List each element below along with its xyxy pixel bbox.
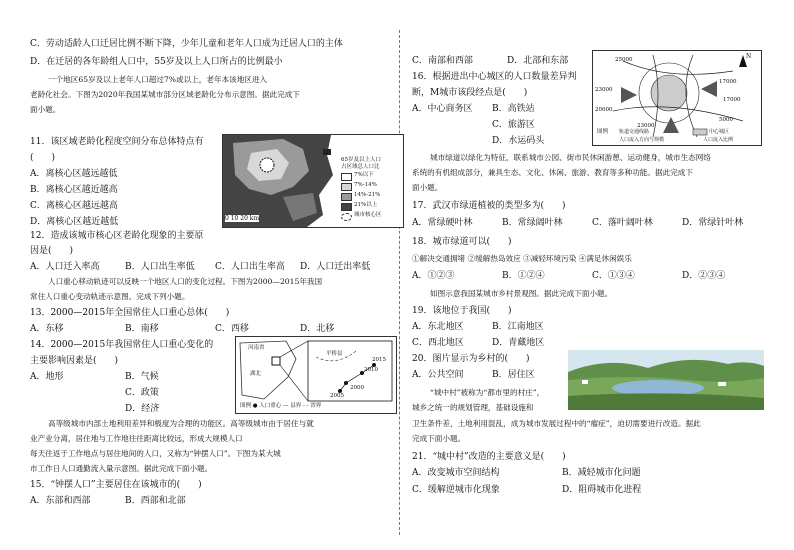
question-12-cont: 因是( ): [30, 246, 74, 256]
flow-value: 17000: [719, 79, 737, 85]
q16-option-a: A．中心商务区: [412, 104, 473, 114]
flow-value: 17000: [723, 97, 741, 103]
q12-option-d: D．人口迁出率低: [300, 262, 371, 272]
map-scale: 0 10 20 km: [225, 215, 260, 222]
passage-line: 人口重心移动轨迹可以反映一个地区人口的变化过程。下图为2000—2015年我国: [48, 277, 323, 286]
legend-title: 占区域总人口比: [341, 164, 380, 170]
commuter-map: [592, 50, 762, 146]
q16-option-c: C．旅游区: [492, 120, 535, 130]
landscape-svg: [568, 350, 764, 410]
question-13: 13．2000—2015年全国常住人口重心总体( ): [30, 308, 230, 318]
q17-option-b: B．常绿阔叶林: [502, 218, 563, 228]
legend-swatch: [341, 193, 352, 201]
q11-option-b: B．离核心区越近越高: [30, 185, 118, 195]
passage-line: 系统的有机组成部分，兼具生态、文化、休闲、旅游、教育等多种功能。据此完成下: [412, 168, 693, 177]
q19-option-d: D．青藏地区: [492, 338, 545, 348]
year-label: 2015: [372, 357, 386, 363]
q13-option-d: D．北移: [300, 324, 335, 334]
legend-title: 图例: [597, 129, 609, 135]
q17-option-d: D．常绿针叶林: [682, 218, 744, 228]
legend-swatch: [341, 173, 352, 181]
question-21: 21．“城中村”改造的主要意义是( ): [412, 452, 566, 462]
passage-line: “城中村”被称为“都市里的村庄”，: [430, 388, 545, 397]
passage-line: 老龄化社会。下图为2020年我国某城市部分区域老龄化分布示意图。据此完成下: [30, 90, 300, 99]
flow-value: 23000: [595, 87, 613, 93]
legend-title: 65岁及以上人口: [341, 157, 381, 163]
passage-line: 常住人口重心变动轨迹示意图。完成下列小题。: [30, 292, 190, 301]
legend-label: 城市核心区: [354, 212, 382, 218]
passage-line: 城乡之统一的规划管理，基础设施和: [412, 403, 534, 412]
question-17: 17．武汉市绿道植被的类型多为( ): [412, 201, 566, 211]
q14-option-c: C．政策: [125, 388, 159, 398]
question-12: 12．造成该城市核心区老龄化现象的主要原: [30, 231, 204, 241]
map-legend: 图例 ● 人口重心 — 县界 - - 省界: [240, 403, 322, 409]
population-center-map: [235, 336, 397, 414]
q13-option-a: A．东移: [30, 324, 64, 334]
passage-line: 一个地区65岁及以上老年人口超过7%或以上，老年本该地区进入: [48, 75, 268, 84]
aging-map-figure: [222, 134, 404, 228]
legend-label: 中心城区: [709, 129, 730, 135]
q10-option-d: D．在迁居的各年龄组人口中，55岁及以上人口所占的比例最小: [30, 57, 283, 67]
question-14: 14．2000—2015年我国常住人口重心变化的: [30, 340, 214, 350]
passage-line: 城市绿道以绿化为特征，联系城市公园、街市民休闲游憩、运动健身，城市生态网络: [430, 153, 711, 162]
q19-option-a: A．东北地区: [412, 322, 464, 332]
passage-line: 面小题。: [412, 183, 443, 192]
passage-line: 业产业分离，居住地与工作地往往距离比较远，形成大规模人口: [30, 434, 243, 443]
q21-option-b: B．减轻城市化问题: [562, 468, 641, 478]
passage-line: 每天往返于工作地点与居住地间的人口，又称为“钟摆人口”。下图为某大城: [30, 449, 281, 458]
q15-option-b: B．西部和北部: [125, 496, 186, 506]
flow-value: 25000: [615, 57, 633, 63]
passage-line: 完成下面小题。: [412, 434, 466, 443]
q20-option-b: B．居住区: [492, 370, 535, 380]
year-label: 2005: [330, 393, 344, 399]
q17-option-a: A．常绿硬叶林: [412, 218, 473, 228]
q14-option-d: D．经济: [125, 404, 160, 414]
passage-line: 市工作日人口通勤流入量示意图。据此完成下面小题。: [30, 464, 213, 473]
q15-option-a: A．东部和西部: [30, 496, 91, 506]
map-label: 湖北: [250, 371, 262, 377]
q17-option-c: C．落叶阔叶林: [592, 218, 653, 228]
flow-value: 23000: [637, 123, 655, 129]
q12-option-b: B．人口出生率低: [125, 262, 195, 272]
passage-line: 面小题。: [30, 105, 61, 114]
legend-label: 7%-14%: [354, 182, 377, 188]
column-divider: [399, 30, 400, 535]
q11-option-c: C．离核心区越远越高: [30, 201, 118, 211]
question-19: 19．该地位于我国( ): [412, 306, 512, 316]
q16-option-b: B．高铁站: [492, 104, 535, 114]
q21-option-c: C．缓解逆城市化现象: [412, 485, 500, 495]
q13-option-c: C．西移: [215, 324, 249, 334]
q18-option-c: C．①③④: [592, 271, 635, 281]
q16-option-d: D．水运码头: [492, 136, 545, 146]
q20-option-a: A．公共空间: [412, 370, 464, 380]
year-label: 2010: [364, 367, 378, 373]
q19-option-b: B．江南地区: [492, 322, 544, 332]
question-16-cont: 断，M城市该段经点是( ): [412, 88, 528, 98]
legend-swatch: [341, 183, 352, 191]
rural-landscape-photo: [568, 350, 764, 410]
legend-label: 轨道交通线路: [619, 129, 650, 135]
passage-line: 如图示意我国某城市乡村景观图。据此完成下面小题。: [430, 289, 613, 298]
legend-label: 7%以下: [354, 172, 374, 178]
q11-option-d: D．离核心区越近越低: [30, 217, 119, 227]
q14-option-a: A．地形: [30, 372, 64, 382]
map-label: 河南省: [248, 345, 265, 351]
legend-swatch: [341, 213, 352, 221]
passage-line: 高等级城市内部土地利用差异和极度为合理的功能区。高等级城市由于居住与就: [48, 419, 314, 428]
q18-statements: ①解决交通拥堵 ②缓解热岛效应 ③减轻环境污染 ④满足休闲娱乐: [412, 254, 632, 263]
question-20: 20．图片显示为乡村的( ): [412, 354, 530, 364]
q21-option-a: A．改变城市空间结构: [412, 468, 500, 478]
flow-value: 20000: [595, 107, 613, 113]
q11-option-a: A．离核心区越远越低: [30, 169, 118, 179]
question-14-cont: 主要影响因素是( ): [30, 356, 119, 366]
north-arrow: N: [746, 53, 752, 60]
q15-option-c: C．南部和西部: [412, 56, 473, 66]
legend-swatch: [341, 203, 352, 211]
year-label: 2000: [350, 385, 364, 391]
q12-option-a: A．人口迁入率高: [30, 262, 100, 272]
legend-label: 21%以上: [354, 202, 378, 208]
question-15: 15．“钟摆人口”主要居住在该城市的( ): [30, 480, 202, 490]
legend-label: 人口流入方向与规模: [619, 137, 665, 143]
q19-option-c: C．西北地区: [412, 338, 464, 348]
legend-label: 14%-21%: [354, 192, 381, 198]
legend-label: 人口流入比例: [703, 137, 734, 143]
q12-option-c: C．人口出生率高: [215, 262, 285, 272]
q15-option-d: D．北部和东部: [507, 56, 569, 66]
question-11-bracket: ( ): [30, 153, 56, 163]
passage-line: 卫生条件差，土地利用混乱，成为城市发展过程中的“瘤症”，迫切需要进行改造。据此: [412, 419, 701, 428]
q13-option-b: B．南移: [125, 324, 159, 334]
q18-option-d: D．②③④: [682, 271, 726, 281]
q18-option-a: A．①②③: [412, 271, 455, 281]
map-label: 平桥县: [326, 351, 343, 357]
question-18: 18．城市绿道可以( ): [412, 237, 512, 247]
flow-value: 5000: [719, 117, 733, 123]
question-11: 11．该区域老龄化程度空间分布总体特点有: [30, 137, 204, 147]
question-16: 16．根据进出中心城区的人口数量差异判: [412, 72, 577, 82]
q21-option-d: D．阻碍城市化进程: [562, 485, 642, 495]
q10-option-c: C．劳动适龄人口迁居比例不断下降，少年儿童和老年人口成为迁居人口的主体: [30, 39, 343, 49]
q14-option-b: B．气候: [125, 372, 159, 382]
q18-option-b: B．①②④: [502, 271, 545, 281]
